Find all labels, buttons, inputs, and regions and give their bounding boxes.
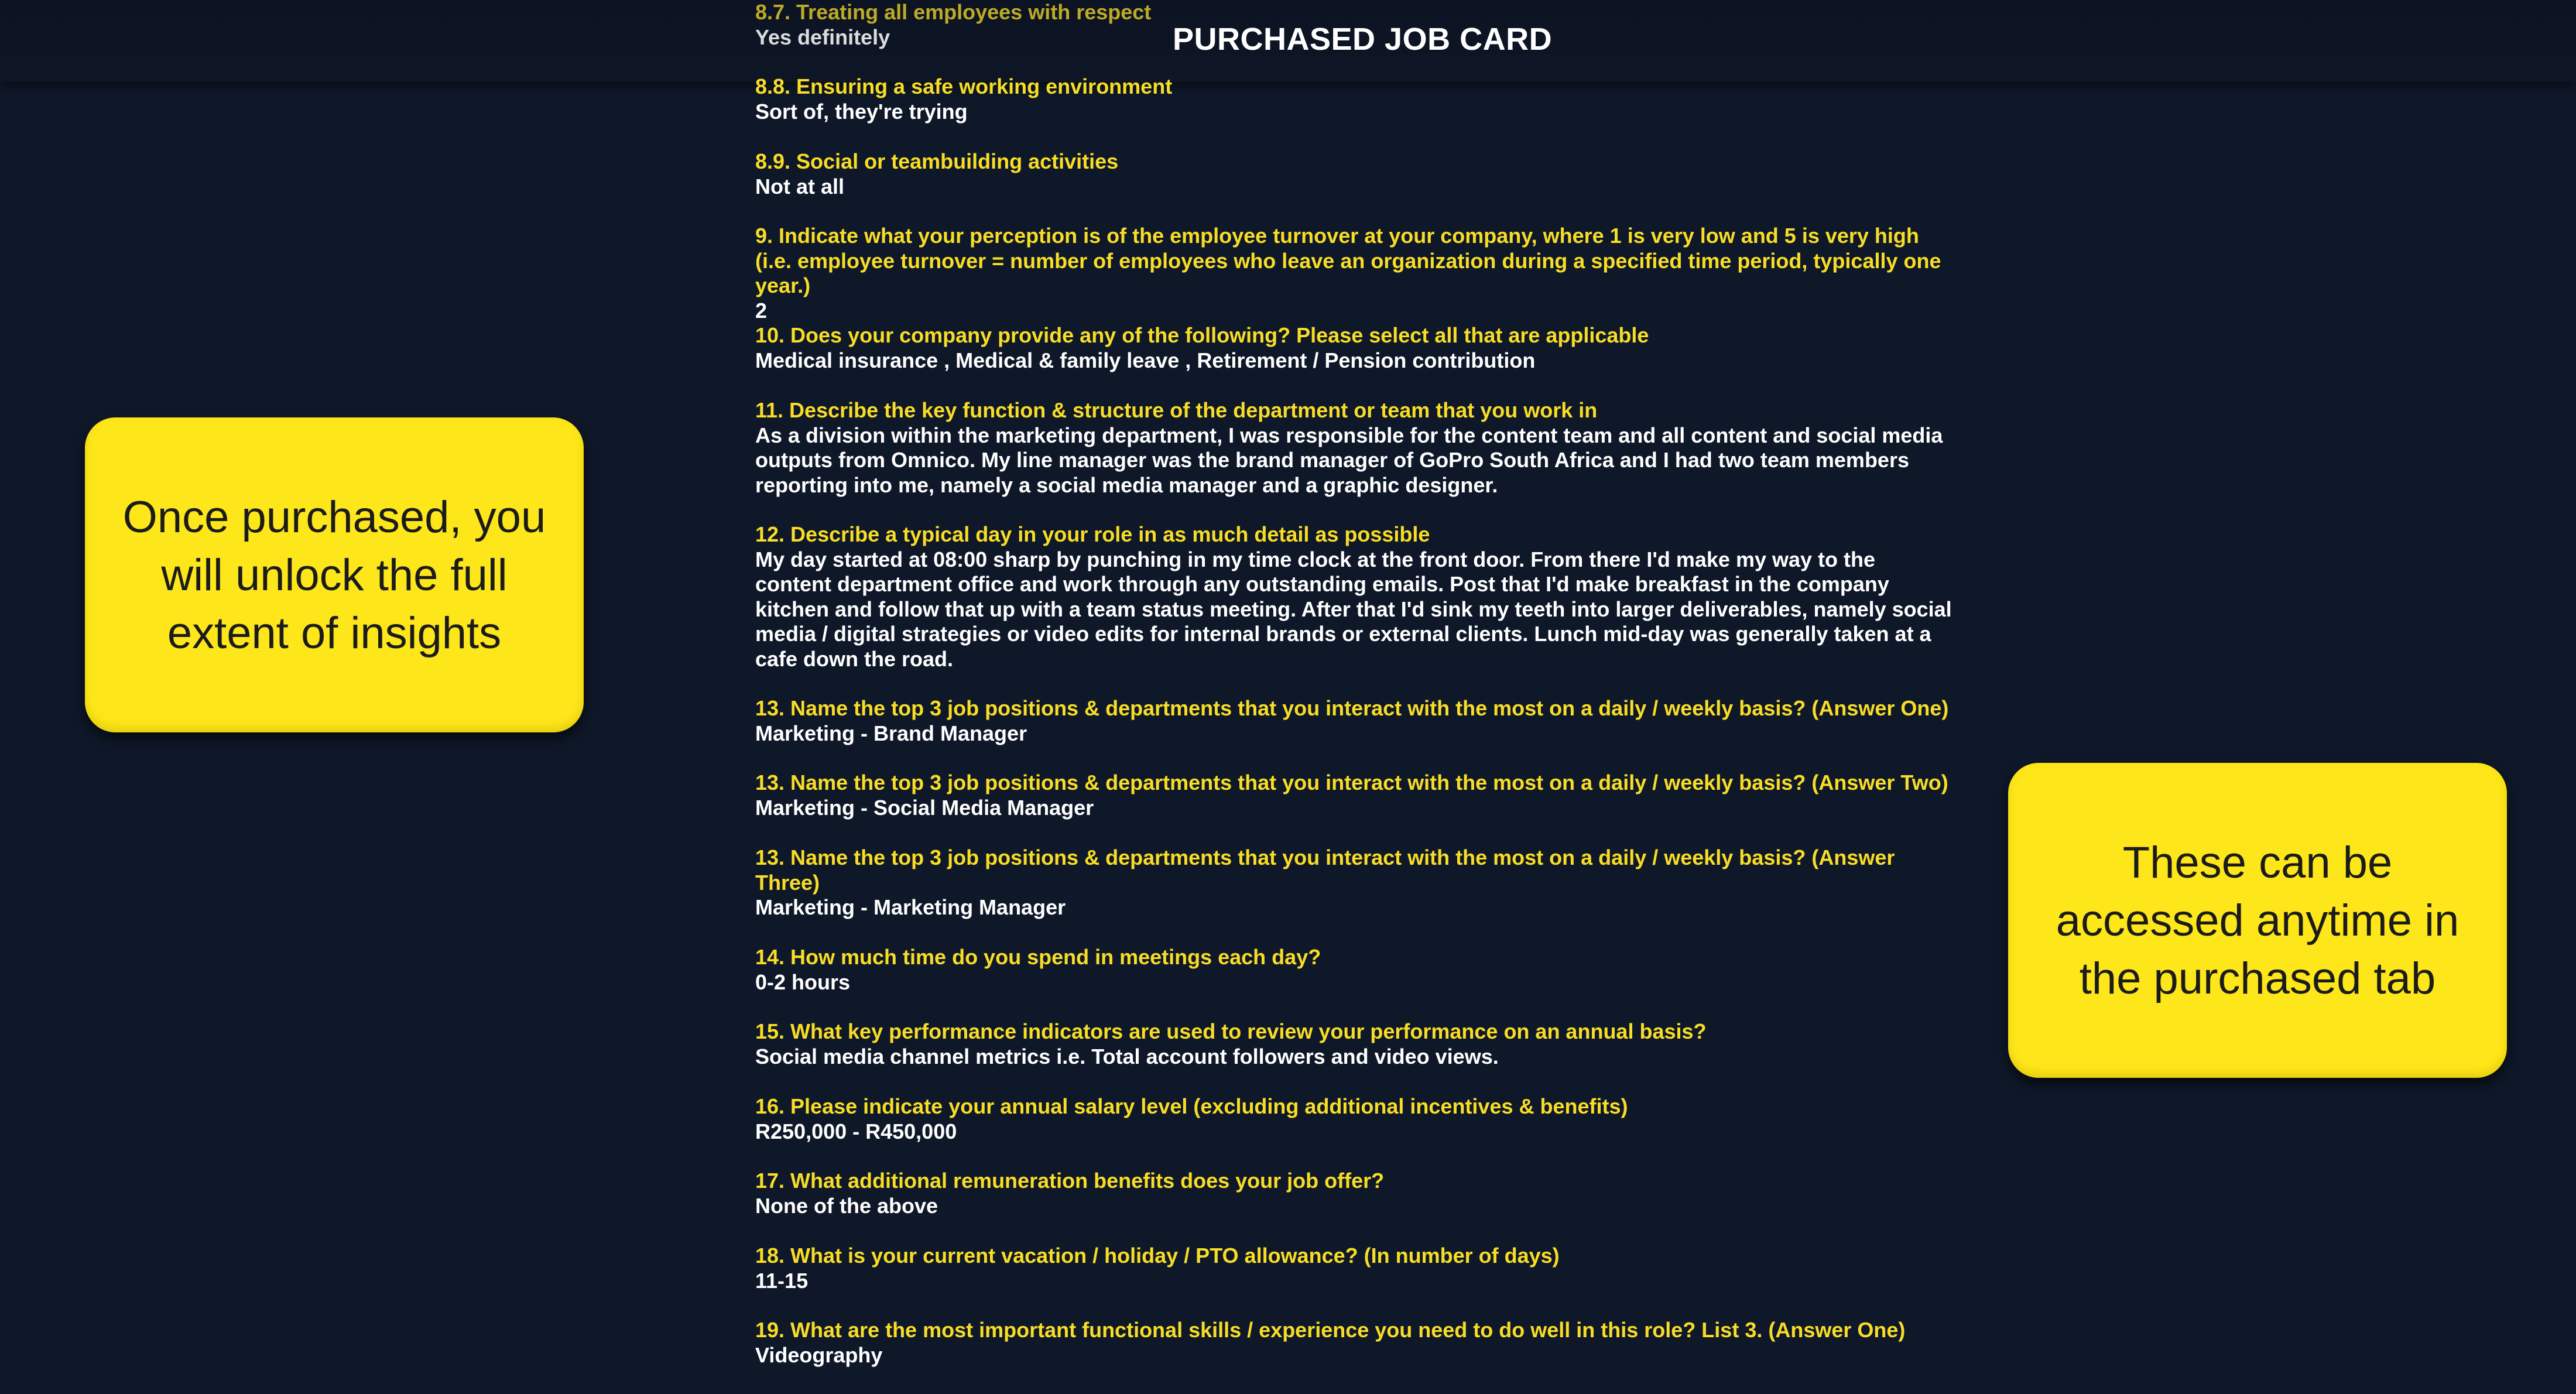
question-text: 13. Name the top 3 job positions & departments that you interact with the most on a daily / weekly basis? (Answer Three): [755, 845, 1895, 895]
question-text: 19. What are the most important functional skills / experience you need to do well in this role? List 3. (Answer One): [755, 1318, 1906, 1342]
qa-item: [755, 1019, 1955, 1069]
qa-item: [755, 945, 1955, 995]
question-text: 13. Name the top 3 job positions & departments that you interact with the most on a daily / weekly basis? (Answer One): [755, 696, 1949, 720]
callout-text: Once purchased, you will unlock the full extent of insights: [122, 492, 546, 658]
answer-text: Medical insurance , Medical & family leave , Retirement / Pension contribution: [755, 348, 1536, 372]
purchased-tab-callout: [2008, 763, 2507, 1078]
qa-item: [755, 224, 1955, 323]
purchase-info-callout: [85, 417, 584, 732]
qa-item: [755, 770, 1955, 820]
question-text: 11. Describe the key function & structure of the department or team that you work in: [755, 398, 1598, 422]
answer-text: 2: [755, 298, 768, 323]
qa-item: [755, 149, 1955, 199]
question-text: 10. Does your company provide any of the following? Please select all that are applicable: [755, 323, 1649, 347]
answer-text: Marketing - Social Media Manager: [755, 795, 1094, 820]
question-text: 16. Please indicate your annual salary level (excluding additional incentives & benefits): [755, 1094, 1628, 1118]
qa-item: [755, 398, 1955, 498]
callout-text: These can be accessed anytime in the purchased tab: [2056, 837, 2459, 1003]
qa-item: [755, 74, 1955, 124]
answer-text: As a division within the marketing department, I was responsible for the content team and all content and social media outputs from Omnico. My line manager was the brand manager of GoPro South Africa and I had two team members reporting into me, namely a social media manager and a graphic designer.: [755, 423, 1943, 497]
question-text: 14. How much time do you spend in meetings each day?: [755, 945, 1321, 969]
answer-text: 0-2 hours: [755, 970, 851, 994]
page-title: PURCHASED JOB CARD: [1173, 22, 1553, 57]
question-text: 9. Indicate what your perception is of the employee turnover at your company, where 1 is very low and 5 is very high (i.e. employee turnover = number of employees who leave an organization during a specified time period, typically one year.): [755, 224, 1941, 297]
qa-item: [755, 1244, 1955, 1293]
answer-text: 11-15: [755, 1268, 809, 1293]
qa-item: [755, 1318, 1955, 1368]
question-text: 8.9. Social or teambuilding activities: [755, 149, 1119, 173]
answer-text: None of the above: [755, 1193, 938, 1218]
question-text: 8.8. Ensuring a safe working environment: [755, 74, 1173, 98]
question-text: 12. Describe a typical day in your role in as much detail as possible: [755, 522, 1430, 546]
answer-text: Social media channel metrics i.e. Total account followers and video views.: [755, 1044, 1499, 1068]
answer-text: Marketing - Marketing Manager: [755, 895, 1066, 919]
answer-text: R250,000 - R450,000: [755, 1119, 957, 1143]
question-text: 17. What additional remuneration benefits does your job offer?: [755, 1169, 1385, 1193]
qa-item: [755, 696, 1955, 746]
answer-text: Yes definitely: [755, 25, 890, 49]
answer-text: Sort of, they're trying: [755, 99, 968, 124]
answer-text: My day started at 08:00 sharp by punching in my time clock at the front door. From there I'd make my way to the content department office and work through any outstanding emails. Post that I'd make breakfast in the company kitchen and follow that up with a team status meeting. After that I'd sink my teeth into larger deliverables, namely social media / digital strategies or video edits for internal brands or external clients. Lunch mid-day was generally taken at a cafe down the road.: [755, 547, 1952, 671]
qa-item: [755, 323, 1955, 373]
qa-item: [755, 522, 1955, 672]
answer-text: Videography: [755, 1342, 883, 1367]
answer-text: Marketing - Brand Manager: [755, 721, 1027, 745]
question-text: 8.7. Treating all employees with respect: [755, 0, 1152, 24]
question-text: 18. What is your current vacation / holiday / PTO allowance? (In number of days): [755, 1244, 1560, 1268]
question-text: 15. What key performance indicators are used to review your performance on an annual basis?: [755, 1019, 1707, 1043]
qa-item: [755, 1169, 1955, 1218]
qa-item: [755, 1094, 1955, 1144]
qa-item: [755, 845, 1955, 920]
question-text: 13. Name the top 3 job positions & departments that you interact with the most on a daily / weekly basis? (Answer Two): [755, 770, 1948, 794]
answer-text: Not at all: [755, 174, 845, 198]
